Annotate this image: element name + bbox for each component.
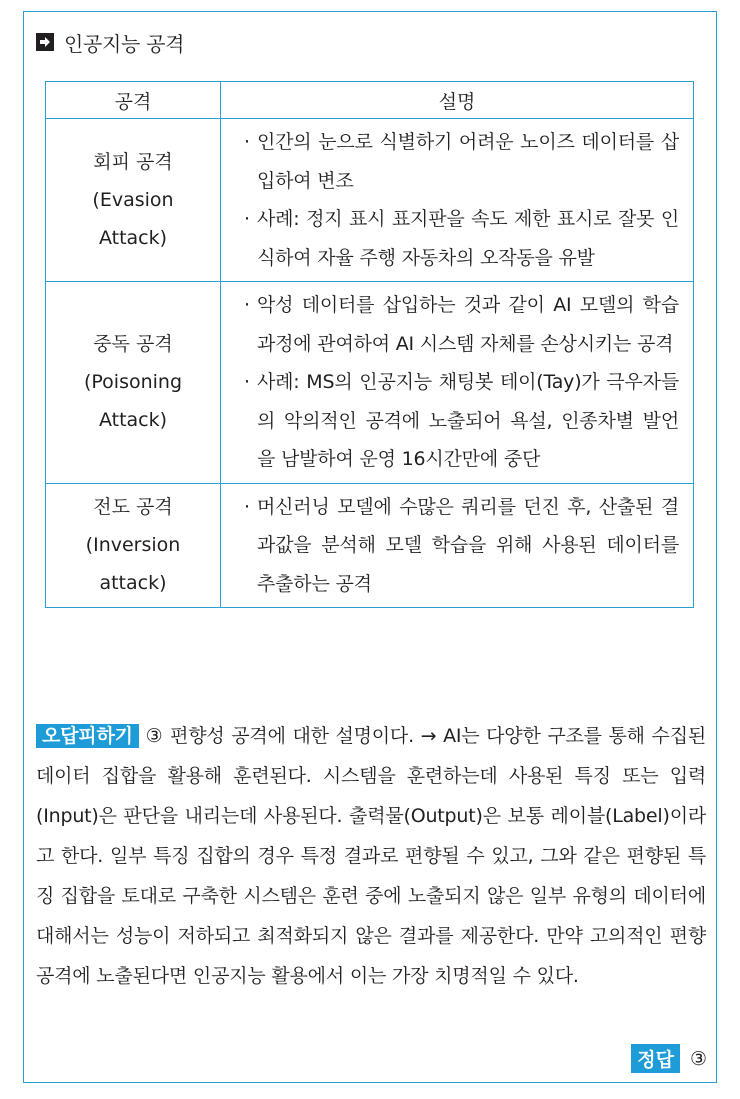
description-bullet bbox=[237, 363, 679, 479]
bullet-dot: · bbox=[243, 495, 251, 518]
bullet-dot: · bbox=[243, 294, 251, 316]
bullet-dot: · bbox=[243, 131, 251, 153]
answer-line bbox=[631, 1044, 707, 1073]
column-header-attack: 공격 bbox=[46, 82, 221, 119]
attack-description-cell bbox=[221, 119, 694, 282]
column-header-description: 설명 bbox=[221, 82, 694, 119]
bullet-text: 사례: 정지 표시 표지판을 속도 제한 표시로 잘못 인식하여 자율 주행 자동차의 오작동을 유발 bbox=[257, 208, 679, 269]
explanation-text: ③ 편향성 공격에 대한 설명이다. → AI는 다양한 구조를 통해 수집된 데이터 집합을 활용해 훈련된다. 시스템을 훈련하는데 사용된 특징 또는 입력(Input)은 판단을 내리는데 사용된다. 출력물(Output)은 보통 레이블(Label)이라고 한다. 일부 특징 집합의 경우 특정 결과로 편향될 수 있고, 그와 같은 편향된 특징 집합을 토대로 구축한 시스템은 훈련 중에 노출되지 않은 일부 유형의 데이터에 대해서는 성능이 저하되고 최적화되지 않은 결과를 제공한다. 만약 고의적인 편향 공격에 노출된다면 인공지능 활용에서 이는 가장 치명적일 수 있다. bbox=[36, 725, 706, 987]
bullet-text: 악성 데이터를 삽입하는 것과 같이 AI 모델의 학습 과정에 관여하여 AI 시스템 자체를 손상시키는 공격 bbox=[257, 294, 679, 355]
attack-table bbox=[45, 81, 694, 608]
attack-name-line: (Evasion bbox=[92, 189, 174, 211]
bullet-text: 인간의 눈으로 식별하기 어려운 노이즈 데이터를 삽입하여 변조 bbox=[257, 131, 679, 192]
attack-name-line: 회피 공격 bbox=[93, 151, 173, 173]
bullet-text: 사례: MS의 인공지능 채팅봇 테이(Tay)가 극우자들의 악의적인 공격에 노출되어 욕설, 인종차별 발언을 남발하여 운영 16시간만에 중단 bbox=[257, 371, 679, 470]
attack-name-cell bbox=[46, 119, 221, 282]
description-bullet bbox=[237, 123, 679, 200]
attack-name-cell bbox=[46, 483, 221, 608]
table-header-row bbox=[46, 82, 694, 119]
attack-name-line: 전도 공격 bbox=[93, 496, 173, 519]
explanation-paragraph bbox=[36, 716, 706, 996]
bullet-dot: · bbox=[243, 208, 251, 230]
attack-name-line: attack) bbox=[99, 572, 167, 595]
answer-tag: 정답 bbox=[631, 1044, 680, 1073]
bullet-dot: · bbox=[243, 371, 251, 393]
table-row bbox=[46, 119, 694, 282]
avoid-wrong-answer-tag: 오답피하기 bbox=[36, 724, 139, 748]
right-arrow-box-icon bbox=[36, 33, 54, 51]
attack-name-cell bbox=[46, 282, 221, 484]
answer-value: ③ bbox=[689, 1047, 707, 1070]
attack-name-line: Attack) bbox=[98, 227, 168, 249]
section-title: 인공지능 공격 bbox=[64, 31, 185, 56]
table-row bbox=[46, 483, 694, 608]
description-bullet bbox=[237, 286, 679, 363]
attack-description-cell bbox=[221, 483, 694, 608]
table-row bbox=[46, 282, 694, 484]
description-bullet bbox=[237, 200, 679, 277]
attack-name-line: 중독 공격 bbox=[93, 333, 173, 356]
attack-name-line: (Inversion bbox=[85, 534, 181, 557]
section-heading bbox=[36, 24, 184, 60]
bullet-text: 머신러닝 모델에 수많은 쿼리를 던진 후, 산출된 결과값을 분석해 모델 학습을 위해 사용된 데이터를 추출하는 공격 bbox=[257, 495, 679, 595]
attack-name-line: Attack) bbox=[98, 409, 168, 432]
attack-name-line: (Poisoning bbox=[83, 371, 183, 394]
attack-description-cell bbox=[221, 282, 694, 484]
description-bullet bbox=[237, 488, 679, 604]
